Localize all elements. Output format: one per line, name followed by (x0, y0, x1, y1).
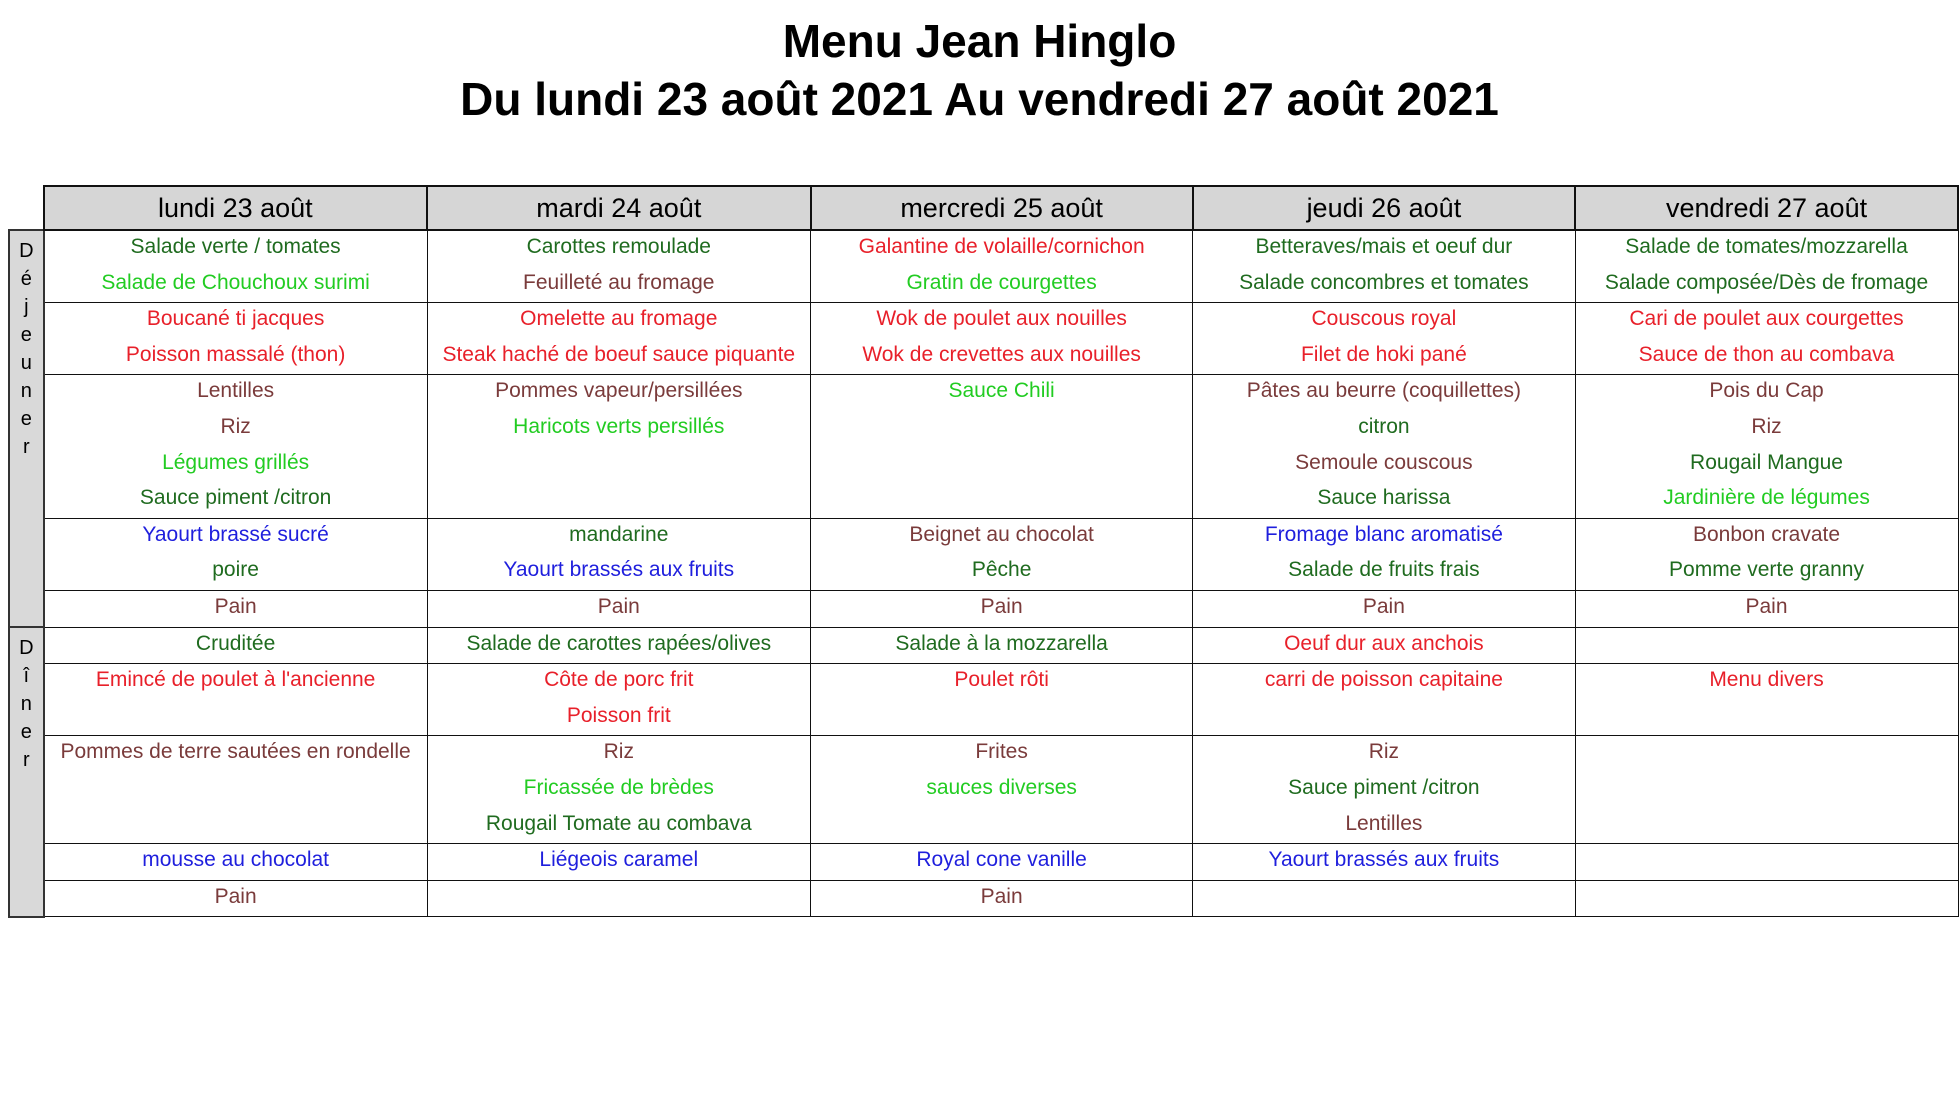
dish-item: Salade à la mozzarella (895, 631, 1108, 655)
section-label-letter: e (20, 408, 32, 430)
dish-item: Pâtes au beurre (coquillettes) (1246, 379, 1522, 403)
dish-item: citron (1358, 414, 1410, 438)
section-label-letter: î (23, 665, 30, 688)
dish-item: poire (212, 558, 259, 582)
dish-item: Lentilles (197, 379, 275, 403)
page-subtitle: Du lundi 23 août 2021 Au vendredi 27 août 2021 (460, 73, 1499, 125)
menu-cell-tuesday (427, 375, 810, 518)
dish-item: Salade de Chouchoux surimi (101, 270, 370, 294)
menu-cell-monday (44, 303, 427, 375)
day-header-wednesday: mercredi 25 août (811, 186, 1193, 230)
menu-cell-monday (44, 518, 427, 590)
menu-cell-wednesday (811, 736, 1193, 844)
dish-item: Sauce piment /citron (139, 486, 332, 510)
dish-item: Couscous royal (1311, 307, 1457, 331)
dish-item: Oeuf dur aux anchois (1284, 631, 1484, 655)
header-corner (9, 186, 44, 230)
dish-item: Riz (1368, 740, 1400, 764)
dish-item: Pain (1362, 594, 1405, 618)
section-label-diner (9, 627, 44, 917)
menu-cell-monday (44, 844, 427, 881)
dish-item: Haricots verts persillés (513, 414, 725, 438)
menu-cell-wednesday (811, 303, 1193, 375)
dish-item: Riz (220, 414, 251, 438)
menu-cell-friday (1575, 303, 1958, 375)
menu-cell-tuesday (427, 590, 810, 627)
menu-cell-thursday (1193, 736, 1575, 844)
menu-cell-friday (1575, 627, 1958, 664)
menu-cell-friday (1575, 880, 1958, 917)
dish-item: mandarine (569, 522, 669, 546)
section-label-letter: e (20, 324, 32, 346)
menu-cell-wednesday (811, 230, 1193, 303)
dish-item: Royal cone vanille (916, 848, 1087, 872)
dish-item: Rougail Mangue (1690, 450, 1843, 474)
dish-item: Poulet rôti (954, 668, 1049, 692)
dish-item: Menu divers (1709, 668, 1824, 692)
menu-cell-thursday (1193, 230, 1575, 303)
menu-cell-thursday (1193, 590, 1575, 627)
menu-cell-wednesday (811, 375, 1193, 518)
menu-cell-friday (1575, 736, 1958, 844)
dish-item: Bonbon cravate (1692, 522, 1841, 546)
dish-item: Salade concombres et tomates (1239, 270, 1529, 294)
dish-item: Galantine de volaille/cornichon (858, 235, 1145, 258)
menu-body (9, 230, 1958, 917)
dish-item: Frites (975, 740, 1028, 764)
menu-cell-thursday (1193, 664, 1575, 736)
menu-cell-thursday (1193, 518, 1575, 590)
dish-item: Côte de porc frit (544, 668, 694, 692)
section-label-letter: r (22, 749, 30, 772)
section-label-dejeuner (9, 230, 44, 627)
menu-cell-friday (1575, 844, 1958, 881)
menu-row (9, 375, 1958, 518)
menu-row (9, 664, 1958, 736)
dish-item: Salade de tomates/mozzarella (1625, 235, 1908, 258)
dish-item: Betteraves/mais et oeuf dur (1255, 235, 1513, 258)
menu-cell-monday (44, 664, 427, 736)
dish-item: Pain (1745, 594, 1788, 618)
menu-cell-monday (44, 627, 427, 664)
dish-item: Poisson frit (566, 703, 671, 727)
dish-item: mousse au chocolat (142, 848, 329, 872)
section-label-letter: D (19, 240, 34, 262)
menu-cell-wednesday (811, 627, 1193, 664)
section-label-letter: é (20, 268, 32, 290)
dish-item: Lentilles (1345, 811, 1423, 835)
section-label-letter: n (20, 693, 32, 716)
dish-item: Rougail Tomate au combava (485, 811, 752, 835)
dish-item: Riz (1751, 414, 1782, 438)
menu-cell-thursday (1193, 627, 1575, 664)
menu-row (9, 627, 1958, 664)
menu-cell-friday (1575, 375, 1958, 518)
dish-item: Pain (980, 884, 1023, 908)
dish-item: Yaourt brassés aux fruits (503, 558, 735, 582)
section-label-text (10, 231, 43, 461)
dish-item: Légumes grillés (162, 450, 310, 474)
dish-item: Sauce de thon au combava (1638, 342, 1895, 366)
dish-item: Yaourt brassé sucré (142, 522, 329, 546)
dish-item: Filet de hoki pané (1300, 342, 1467, 366)
menu-cell-tuesday (427, 627, 810, 664)
dish-item: Sauce piment /citron (1288, 775, 1480, 799)
menu-cell-friday (1575, 590, 1958, 627)
section-label-letter: D (19, 637, 34, 660)
dish-item: sauces diverses (926, 775, 1077, 799)
dish-item: Jardinière de légumes (1663, 486, 1870, 510)
dish-item: Pain (214, 884, 257, 908)
menu-row (9, 590, 1958, 627)
day-header-monday: lundi 23 août (44, 186, 427, 230)
menu-cell-friday (1575, 518, 1958, 590)
dish-item: Cari de poulet aux courgettes (1629, 307, 1904, 331)
menu-row (9, 736, 1958, 844)
dish-item: Pain (980, 594, 1023, 618)
section-label-text (10, 628, 43, 774)
day-header-thursday: jeudi 26 août (1193, 186, 1575, 230)
dish-item: Sauce Chili (948, 379, 1055, 403)
dish-item: Pois du Cap (1709, 379, 1824, 403)
menu-cell-tuesday (427, 664, 810, 736)
dish-item: Wok de crevettes aux nouilles (862, 342, 1141, 366)
section-label-letter: j (24, 296, 29, 318)
menu-cell-monday (44, 230, 427, 303)
dish-item: Pommes vapeur/persillées (495, 379, 743, 403)
menu-cell-wednesday (811, 664, 1193, 736)
dish-item: Riz (603, 740, 634, 764)
dish-item: Carottes remoulade (526, 235, 711, 258)
dish-item: Liégeois caramel (539, 848, 699, 872)
day-header-row (9, 186, 1958, 230)
menu-cell-monday (44, 736, 427, 844)
dish-item: Steak haché de boeuf sauce piquante (442, 342, 796, 366)
menu-cell-monday (44, 590, 427, 627)
dish-item: Pommes de terre sautées en rondelle (60, 740, 411, 764)
menu-cell-monday (44, 375, 427, 518)
section-label-letter: e (20, 721, 32, 744)
menu-cell-thursday (1193, 303, 1575, 375)
dish-item: Poisson massalé (thon) (125, 342, 346, 366)
menu-row (9, 844, 1958, 881)
dish-item: Salade de fruits frais (1288, 558, 1480, 582)
dish-item: Boucané ti jacques (146, 307, 325, 331)
menu-cell-friday (1575, 230, 1958, 303)
dish-item: Semoule couscous (1295, 450, 1473, 474)
menu-cell-wednesday (811, 880, 1193, 917)
menu-row (9, 880, 1958, 917)
dish-item: Feuilleté au fromage (523, 270, 715, 294)
dish-item: Pain (214, 594, 257, 618)
dish-item: Pomme verte granny (1669, 558, 1864, 582)
menu-cell-tuesday (427, 844, 810, 881)
menu-row (9, 303, 1958, 375)
menu-cell-thursday (1193, 375, 1575, 518)
dish-item: Omelette au fromage (520, 307, 718, 331)
menu-cell-wednesday (811, 590, 1193, 627)
menu-cell-monday (44, 880, 427, 917)
dish-item: carri de poisson capitaine (1264, 668, 1503, 692)
dish-item: Salade verte / tomates (130, 235, 341, 258)
menu-cell-wednesday (811, 518, 1193, 590)
section-label-letter: r (22, 436, 30, 458)
menu-cell-thursday (1193, 880, 1575, 917)
menu-cell-tuesday (427, 518, 810, 590)
dish-item: Wok de poulet aux nouilles (876, 307, 1127, 331)
menu-row (9, 518, 1958, 590)
section-label-letter: u (20, 352, 32, 374)
dish-item: Cruditée (195, 631, 276, 655)
dish-item: Salade de carottes rapées/olives (466, 631, 772, 655)
dish-item: Beignet au chocolat (909, 522, 1094, 546)
dish-item: Fromage blanc aromatisé (1264, 522, 1503, 546)
dish-item: Pain (597, 594, 640, 618)
menu-cell-tuesday (427, 303, 810, 375)
menu-cell-tuesday (427, 880, 810, 917)
menu-cell-tuesday (427, 230, 810, 303)
day-header-friday: vendredi 27 août (1575, 186, 1958, 230)
menu-cell-tuesday (427, 736, 810, 844)
page-title: Menu Jean Hinglo (782, 15, 1177, 67)
menu-cell-wednesday (811, 844, 1193, 881)
dish-item: Yaourt brassés aux fruits (1268, 848, 1500, 872)
day-header-tuesday: mardi 24 août (427, 186, 810, 230)
menu-table (8, 185, 1959, 918)
menu-cell-thursday (1193, 844, 1575, 881)
dish-item: Sauce harissa (1317, 486, 1451, 510)
dish-item: Salade composée/Dès de fromage (1604, 270, 1929, 294)
menu-cell-friday (1575, 664, 1958, 736)
menu-row (9, 230, 1958, 303)
section-label-letter: n (20, 380, 32, 402)
dish-item: Fricassée de brèdes (523, 775, 714, 799)
dish-item: Pêche (971, 558, 1032, 582)
dish-item: Emincé de poulet à l'ancienne (95, 668, 376, 692)
dish-item: Gratin de courgettes (906, 270, 1097, 294)
